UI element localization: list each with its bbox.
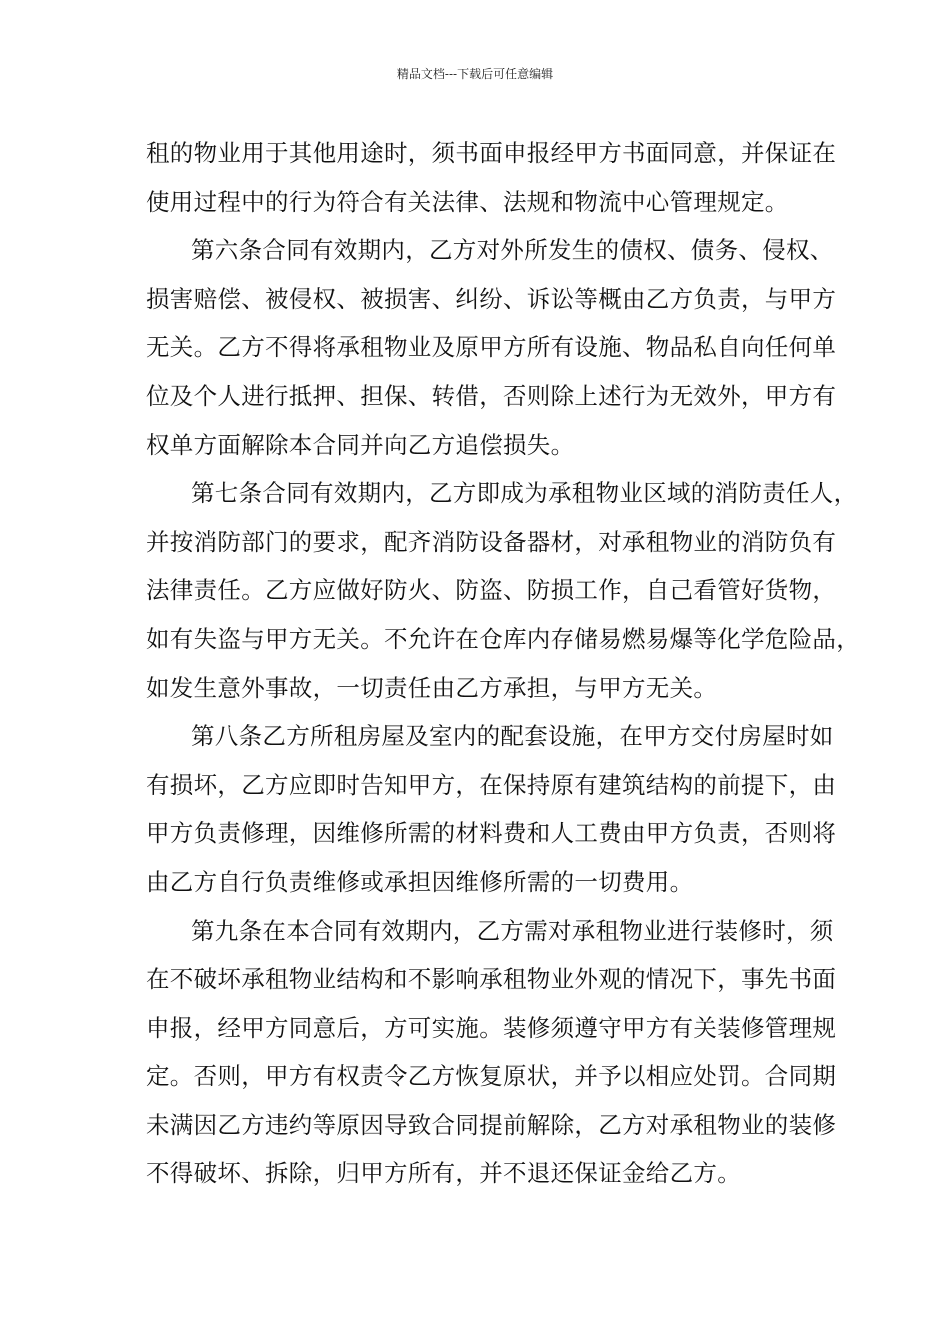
paragraph-first-line: 第六条合同有效期内，乙方对外所发生的债权、债务、侵权、 — [191, 236, 834, 265]
paragraph-line: 不得破坏、拆除，归甲方所有，并不退还保证金给乙方。 — [146, 1159, 741, 1188]
paragraph-line: 甲方负责修理，因维修所需的材料费和人工费由甲方负责，否则将 — [146, 819, 837, 848]
paragraph-line: 租的物业用于其他用途时，须书面申报经甲方书面同意，并保证在 — [146, 139, 837, 167]
paragraph-line: 有损坏，乙方应即时告知甲方，在保持原有建筑结构的前提下，由 — [146, 770, 837, 799]
paragraph-line: 法律责任。乙方应做好防火、防盗、防损工作，自己看管好货物， — [146, 576, 837, 605]
paragraph-line: 权单方面解除本合同并向乙方追偿损失。 — [146, 430, 575, 459]
document-body — [146, 129, 860, 1198]
paragraph-line: 未满因乙方违约等原因导致合同提前解除，乙方对承租物业的装修 — [146, 1110, 837, 1139]
paragraph-first-line: 第八条乙方所租房屋及室内的配套设施，在甲方交付房屋时如 — [191, 722, 834, 751]
page-header: 精品文档---下载后可任意编辑 — [396, 67, 554, 81]
paragraph-line: 位及个人进行抵押、担保、转借，否则除上述行为无效外，甲方有 — [146, 381, 837, 410]
paragraph-first-line: 第九条在本合同有效期内，乙方需对承租物业进行装修时，须 — [191, 916, 834, 945]
paragraph-line: 如有失盗与甲方无关。不允许在仓库内存储易燃易爆等化学危险品， — [146, 624, 860, 653]
paragraph-line: 并按消防部门的要求，配齐消防设备器材，对承租物业的消防负有 — [146, 527, 837, 556]
paragraph-line: 使用过程中的行为符合有关法律、法规和物流中心管理规定。 — [146, 187, 789, 216]
paragraph-first-line: 第七条合同有效期内，乙方即成为承租物业区域的消防责任人， — [191, 479, 858, 508]
paragraph-line: 无关。乙方不得将承租物业及原甲方所有设施、物品私自向任何单 — [146, 333, 837, 362]
paragraph-line: 定。否则，甲方有权责令乙方恢复原状，并予以相应处罚。合同期 — [146, 1062, 837, 1091]
paragraph-line: 在不破坏承租物业结构和不影响承租物业外观的情况下，事先书面 — [146, 965, 837, 994]
paragraph-line: 由乙方自行负责维修或承担因维修所需的一切费用。 — [146, 867, 694, 896]
paragraph-line: 如发生意外事故，一切责任由乙方承担，与甲方无关。 — [146, 673, 718, 702]
paragraph-line: 申报，经甲方同意后，方可实施。装修须遵守甲方有关装修管理规 — [146, 1013, 837, 1042]
paragraph-line: 损害赔偿、被侵权、被损害、纠纷、诉讼等概由乙方负责，与甲方 — [146, 284, 837, 313]
